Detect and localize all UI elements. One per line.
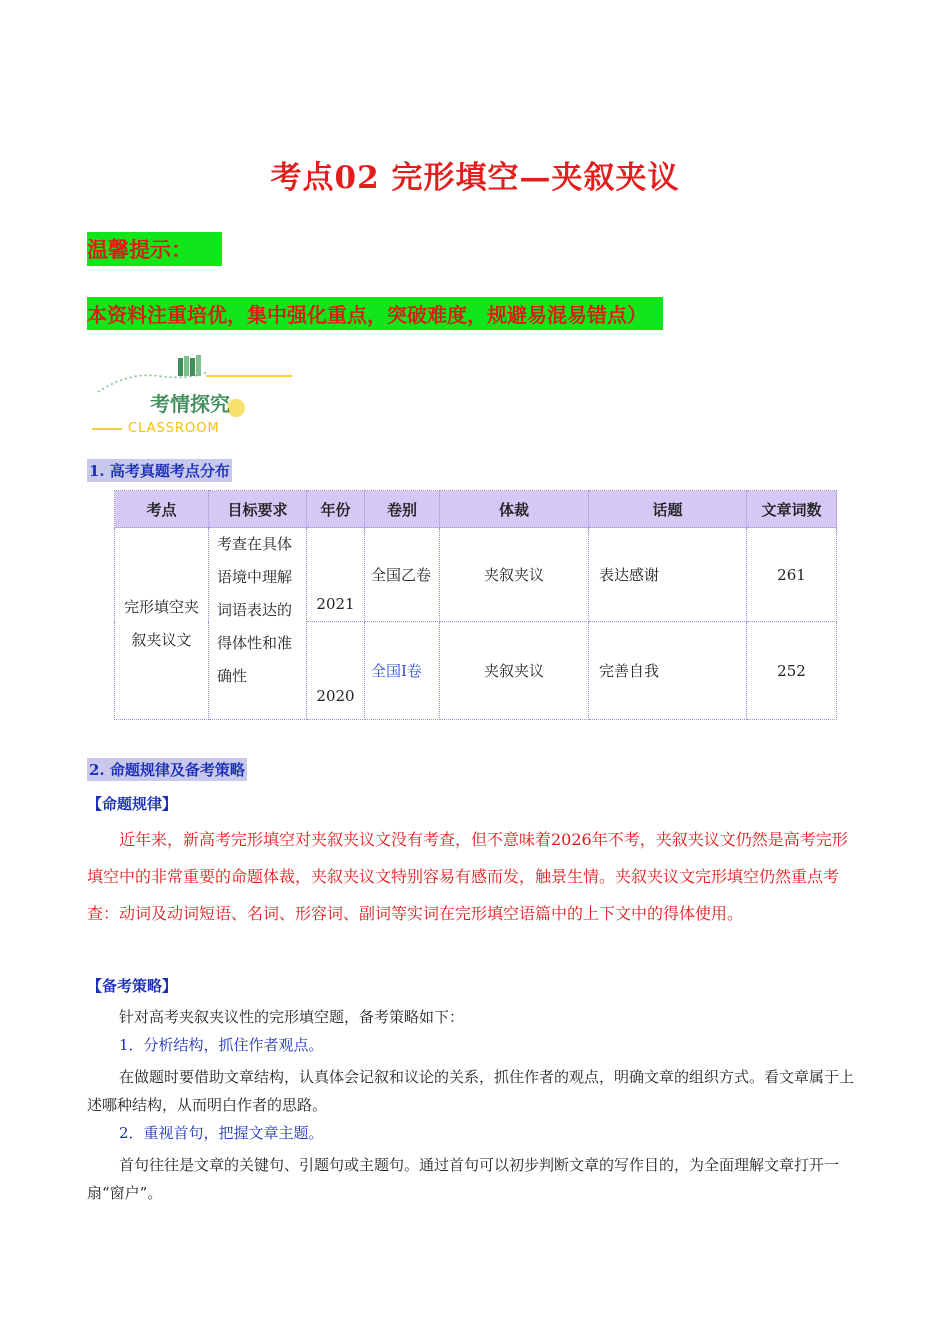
tip-label: 温馨提示： — [87, 232, 222, 266]
genre-cell: 夹叙夹议 — [440, 622, 589, 720]
section1-heading: 1. 高考真题考点分布 — [87, 459, 232, 482]
rule-label: 【命题规律】 — [87, 795, 178, 813]
table-header-row — [115, 491, 837, 528]
header-target: 目标要求 — [209, 491, 307, 528]
topic-cell: 完善自我 — [589, 622, 747, 720]
point1-title: 1．分析结构，抓住作者观点。 — [119, 1036, 324, 1054]
target-cell: 考查在具体语境中理解词语表达的得体性和准确性 — [209, 528, 307, 720]
header-paper: 卷别 — [365, 491, 440, 528]
paper-link[interactable]: 全国I卷 — [365, 622, 440, 720]
section2-heading: 2. 命题规律及备考策略 — [87, 758, 247, 781]
strategy-intro: 针对高考夹叙夹议性的完形填空题，备考策略如下： — [119, 1008, 465, 1026]
header-year: 年份 — [307, 491, 365, 528]
words-cell: 252 — [747, 622, 837, 720]
logo-title: 考情探究 — [150, 392, 230, 416]
logo — [88, 352, 308, 442]
genre-cell: 夹叙夹议 — [440, 528, 589, 622]
header-topic: 话题 — [589, 491, 747, 528]
kaodian-cell: 完形填空夹叙夹议文 — [115, 528, 209, 720]
point1-text: 在做题时要借助文章结构，认真体会记叙和议论的关系，抓住作者的观点，明确文章的组织方式。看文章属于上述哪种结构，从而明白作者的思路。 — [87, 1068, 855, 1114]
table-row — [115, 528, 837, 622]
words-cell: 261 — [747, 528, 837, 622]
year-cell: 2020 — [307, 622, 365, 720]
header-words: 文章词数 — [747, 491, 837, 528]
paper-cell: 全国乙卷 — [365, 528, 440, 622]
header-genre: 体裁 — [440, 491, 589, 528]
page-title: 考点02 完形填空—夹叙夹议 — [270, 160, 680, 196]
rule-text: 近年来，新高考完形填空对夹叙夹议文没有考查，但不意味着2026年不考，夹叙夹议文仍然是高考完形填空中的非常重要的命题体裁，夹叙夹议文特别容易有感而发，触景生情。夹叙夹议文完形填空仍然重点考查：动词及动词短语、名词、形容词、副词等实词在完形填空语篇中的上下文中的得体使用。 — [87, 830, 848, 923]
point2-text: 首句往往是文章的关键句、引题句或主题句。通过首句可以初步判断文章的写作目的，为全面理解文章打开一扇“窗户”。 — [87, 1156, 840, 1202]
year-cell: 2021 — [307, 528, 365, 622]
header-kaodian: 考点 — [115, 491, 209, 528]
topic-cell: 表达感谢 — [589, 528, 747, 622]
point2-title: 2．重视首句，把握文章主题。 — [119, 1124, 324, 1142]
note-banner: 本资料注重培优，集中强化重点，突破难度，规避易混易错点） — [87, 297, 663, 330]
exam-distribution-table — [114, 490, 837, 720]
logo-subtitle: CLASSROOM — [128, 421, 220, 436]
strategy-label: 【备考策略】 — [87, 977, 178, 995]
